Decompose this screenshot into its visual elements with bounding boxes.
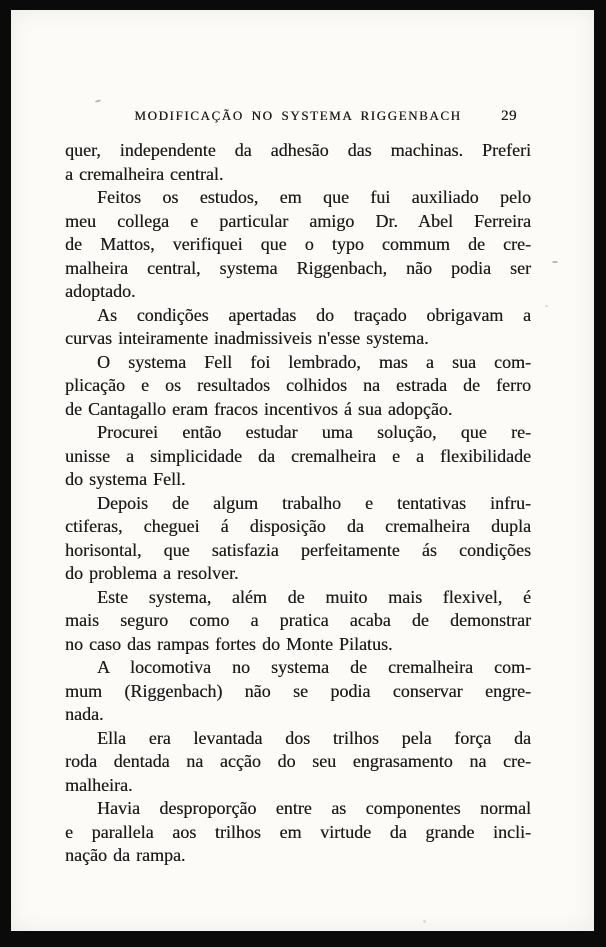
scan-speck bbox=[423, 920, 426, 923]
text-line: nada. bbox=[65, 704, 104, 724]
text-line: de Mattos, verifiquei que o typo commum de cre- bbox=[65, 234, 531, 254]
scan-speck bbox=[545, 305, 548, 307]
page-content bbox=[65, 108, 531, 868]
text-line: As condições apertadas do traçado obrigavam a bbox=[97, 304, 531, 325]
text-line: Ella era levantada dos trilhos pela força da bbox=[97, 727, 531, 748]
running-header bbox=[65, 108, 531, 124]
text-line: nação da rampa. bbox=[65, 845, 186, 865]
text-line: unisse a simplicidade da cremalheira e a flexibilidade bbox=[65, 445, 531, 466]
text-line: e parallela aos trilhos em virtude da grande incli- bbox=[65, 821, 531, 842]
text-line: adoptado. bbox=[65, 281, 136, 301]
page-body bbox=[65, 139, 531, 868]
text-line: quer, independente da adhesão das machinas. Preferi bbox=[65, 140, 531, 160]
text-line: curvas inteiramente inadmissiveis n'esse systema. bbox=[65, 328, 429, 348]
text-line: meu collega e particular amigo Dr. Abel Ferreira bbox=[65, 210, 531, 231]
text-line: no caso das rampas fortes do Monte Pilatus. bbox=[65, 633, 393, 654]
text-line: do problema a resolver. bbox=[65, 563, 239, 583]
book-page bbox=[11, 10, 594, 931]
text-line: ctiferas, cheguei á disposição da cremalheira dupla bbox=[65, 516, 531, 536]
text-line: a cremalheira central. bbox=[65, 163, 224, 184]
text-line: do systema Fell. bbox=[65, 469, 186, 489]
text-line: Depois de algum trabalho e tentativas infru- bbox=[97, 492, 531, 513]
text-line: Feitos os estudos, em que fui auxiliado pelo bbox=[97, 187, 531, 207]
text-line: A locomotiva no systema de cremalheira com- bbox=[97, 657, 531, 677]
text-line: de Cantagallo eram fracos incentivos á sua adopção. bbox=[65, 398, 453, 419]
text-line: malheira central, systema Riggenbach, não podia ser bbox=[65, 257, 531, 278]
text-line: malheira. bbox=[65, 774, 133, 795]
text-line: horisontal, que satisfazia perfeitamente ás condições bbox=[65, 539, 531, 560]
page-number: 29 bbox=[501, 108, 517, 124]
text-line: Este systema, além de muito mais flexivel, é bbox=[97, 586, 531, 607]
text-line: Procurei então estudar uma solução, que re- bbox=[97, 422, 531, 442]
text-line: roda dentada na acção do seu engrasamento na cre- bbox=[65, 751, 531, 771]
text-line: plicação e os resultados colhidos na estrada de ferro bbox=[65, 375, 531, 395]
scan-speck bbox=[552, 261, 558, 263]
running-title: MODIFICAÇÃO NO SYSTEMA RIGGENBACH bbox=[134, 108, 462, 123]
scan-speck bbox=[95, 99, 101, 102]
text-line: mais seguro como a pratica acaba de demonstrar bbox=[65, 610, 531, 630]
text-line: mum (Riggenbach) não se podia conservar engre- bbox=[65, 680, 531, 701]
text-line: O systema Fell foi lembrado, mas a sua com- bbox=[97, 351, 531, 372]
text-line: Havia desproporção entre as componentes normal bbox=[97, 798, 531, 818]
